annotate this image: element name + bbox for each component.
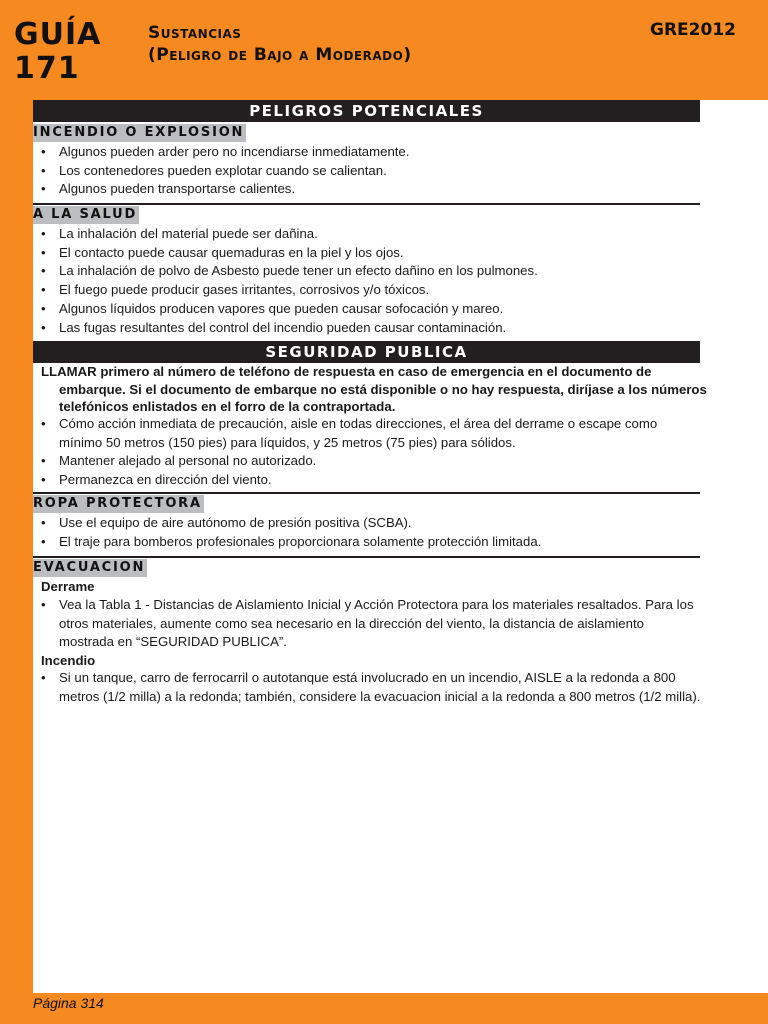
subsection-ropa: ROPA PROTECTORA (33, 496, 202, 511)
page-number: Página 314 (33, 995, 104, 1011)
list-item: • Los contenedores pueden explotar cuando se calientan. (41, 162, 701, 181)
list-item: • La inhalación del material puede ser dañina. (41, 225, 701, 244)
list-item: • Algunos pueden transportarse calientes. (41, 180, 701, 199)
call-instructions: LLAMAR primero al número de teléfono de respuesta en caso de emergencia en el documento de embarque. Si el documento de embarque no está disponible o no hay respuesta, diríjase a los números telefónicos enlistados en el forro de la contraportada. (41, 364, 707, 414)
subsection-incendio: INCENDIO O EXPLOSION (33, 125, 245, 140)
subsection-evacuacion: EVACUACION (33, 560, 146, 575)
incendio-label: Incendio (41, 653, 96, 668)
list-item: • Mantener alejado al personal no autorizado. (41, 452, 701, 471)
divider (33, 556, 700, 558)
list-salud (41, 225, 701, 337)
section-bar-peligros: PELIGROS POTENCIALES (33, 100, 700, 122)
list-item: • La inhalación de polvo de Asbesto puede tener un efecto dañino en los pulmones. (41, 262, 701, 281)
list-item: • Algunos pueden arder pero no incendiarse inmediatamente. (41, 143, 701, 162)
subsection-salud: A LA SALUD (33, 207, 138, 222)
guide-label (14, 18, 101, 86)
list-incendio-evac (41, 669, 701, 706)
title-line-1: Sustancias (148, 23, 242, 43)
divider (33, 203, 700, 205)
list-item: • Permanezca en dirección del viento. (41, 471, 701, 490)
list-derrame (41, 596, 701, 652)
list-item: • Las fugas resultantes del control del incendio pueden causar contaminación. (41, 319, 701, 338)
list-ropa (41, 514, 701, 551)
list-incendio (41, 143, 701, 199)
section-bar-seguridad: SEGURIDAD PUBLICA (33, 341, 700, 363)
derrame-label: Derrame (41, 579, 95, 594)
guide-code: GRE2012 (650, 20, 736, 40)
content-page (33, 100, 768, 993)
list-item: • Vea la Tabla 1 - Distancias de Aislamiento Inicial y Acción Protectora para los materiales resaltados. Para los otros materiales, aumente como sea necesario en la dirección del viento, la distancia de aislamiento mostrada en “SEGURIDAD PUBLICA”. (41, 596, 701, 652)
guide-number: 171 (14, 51, 80, 86)
guide-word: GUÍA (14, 17, 102, 52)
guide-title (148, 22, 412, 66)
list-seguridad (41, 415, 701, 490)
list-item: • El fuego puede producir gases irritantes, corrosivos y/o tóxicos. (41, 281, 701, 300)
list-item: • Algunos líquidos producen vapores que pueden causar sofocación y mareo. (41, 300, 701, 319)
list-item: • Use el equipo de aire autónomo de presión positiva (SCBA). (41, 514, 701, 533)
divider (33, 492, 700, 494)
list-item: • El traje para bomberos profesionales proporcionara solamente protección limitada. (41, 533, 701, 552)
title-line-2: (Peligro de Bajo a Moderado) (148, 45, 412, 65)
list-item: • El contacto puede causar quemaduras en la piel y los ojos. (41, 244, 701, 263)
list-item: • Cómo acción inmediata de precaución, aisle en todas direcciones, el área del derrame o escape como mínimo 50 metros (150 pies) para líquidos, y 25 metros (75 pies) para sólidos. (41, 415, 701, 452)
list-item: • Si un tanque, carro de ferrocarril o autotanque está involucrado en un incendio, AISLE a la redonda a 800 metros (1/2 milla) a la redonda; también, considere la evacuacion inicial a la redonda a 800 metros (1/2 milla). (41, 669, 701, 706)
